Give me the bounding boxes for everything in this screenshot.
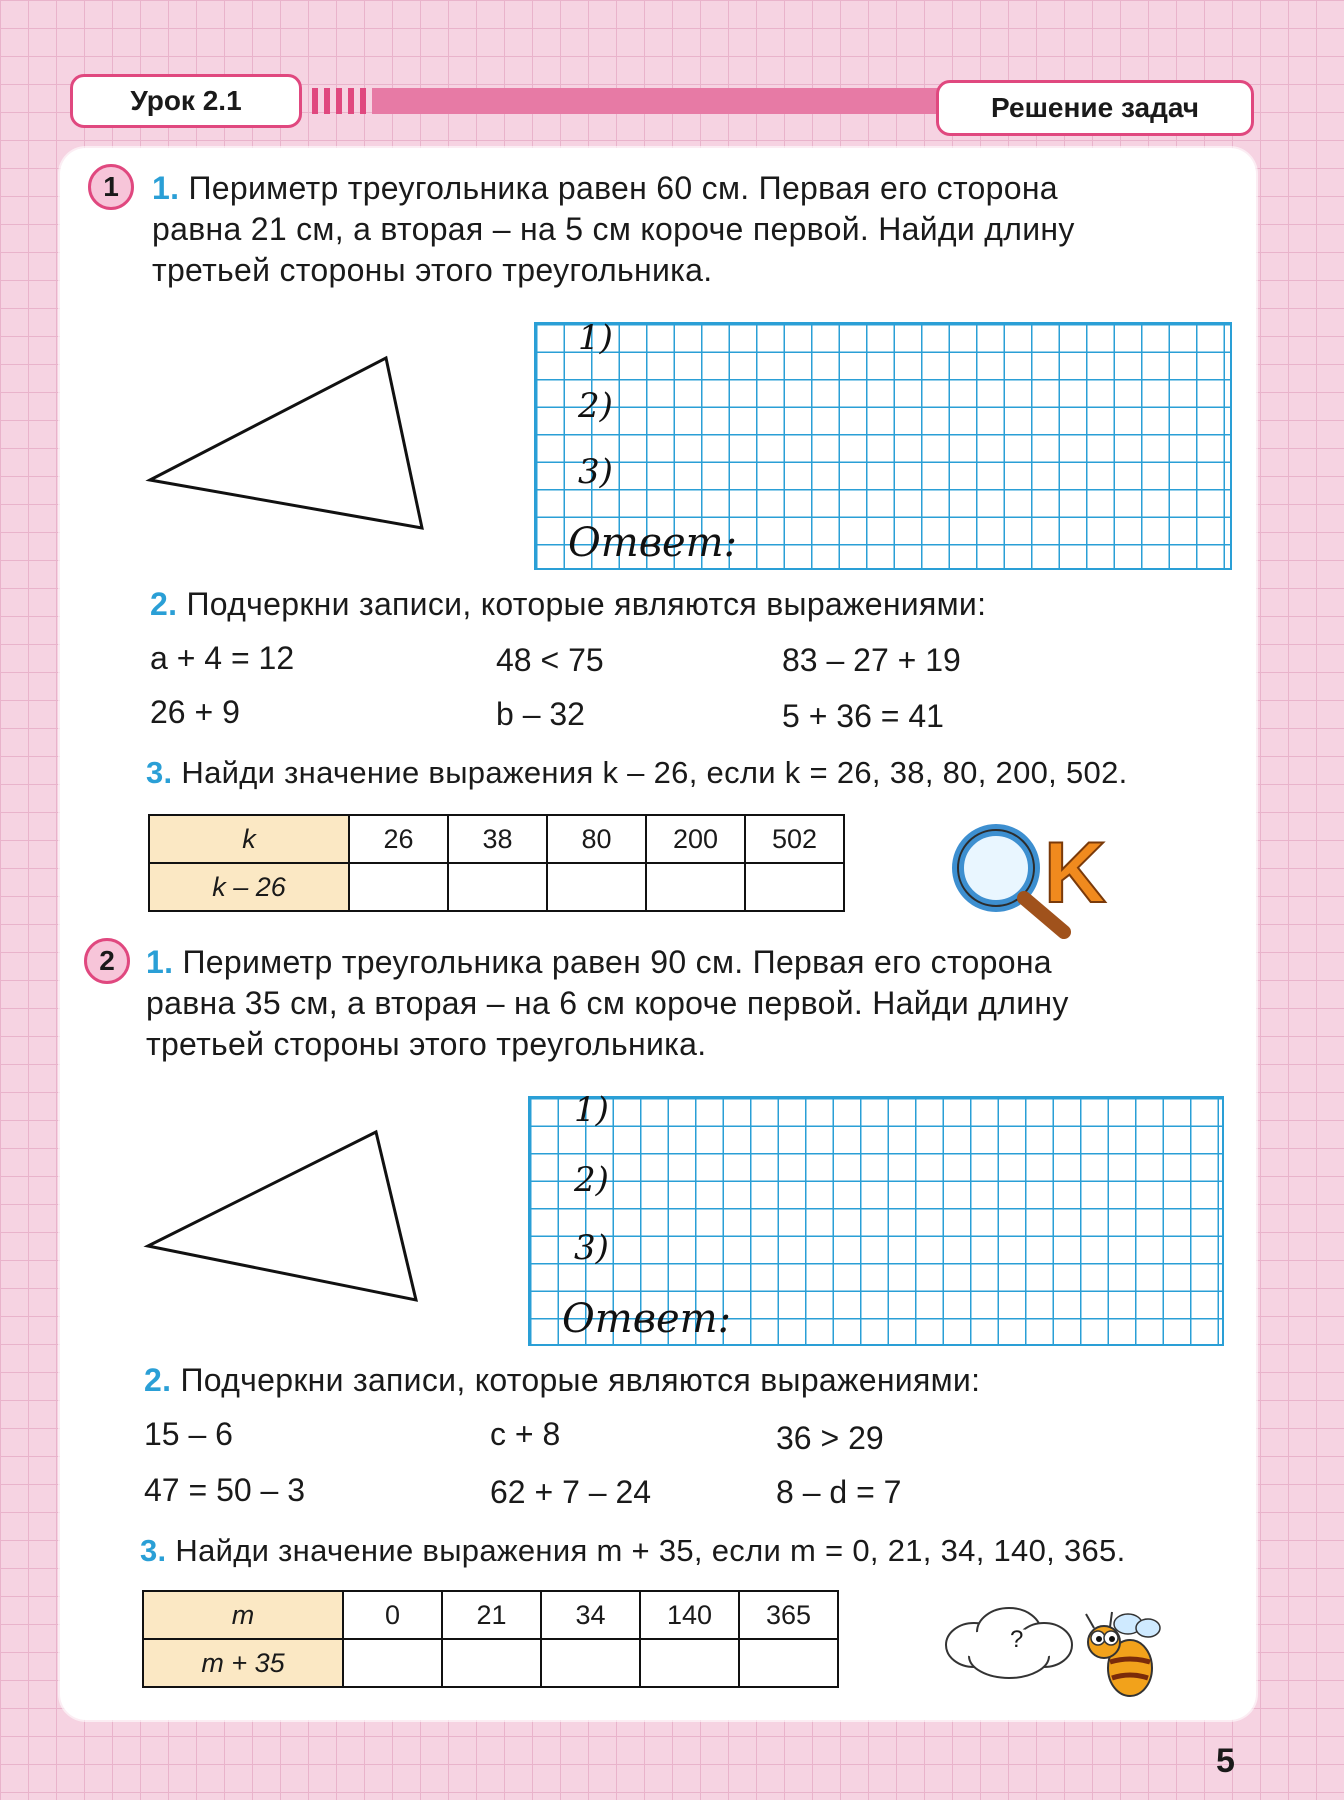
- s1-step3: 3): [578, 452, 613, 492]
- s1-step1: 1): [578, 318, 613, 358]
- s1-expr-4[interactable]: 26 + 9: [150, 694, 240, 730]
- page-number: 5: [1216, 1742, 1235, 1780]
- thought-cloud: [934, 1600, 1084, 1690]
- ok-badge: [946, 820, 1136, 940]
- s1-expr-1[interactable]: a + 4 = 12: [150, 640, 295, 676]
- s2-expr-5[interactable]: 62 + 7 – 24: [490, 1474, 652, 1510]
- s1-answer-cell[interactable]: [349, 863, 448, 911]
- s2-table-cell: 0: [343, 1591, 442, 1639]
- s2-table-cell: 140: [640, 1591, 739, 1639]
- s2-task1-line1: Периметр треугольника равен 90 см. Первая его сторона: [182, 944, 1052, 980]
- s2-answer-cell[interactable]: [442, 1639, 541, 1687]
- s1-table-head-k: k: [149, 815, 349, 863]
- section2-badge: 2: [84, 938, 130, 984]
- s1-expr-3[interactable]: 83 – 27 + 19: [782, 642, 961, 678]
- s2-task1-text: [146, 942, 1232, 1065]
- s1-step2: 2): [578, 386, 613, 426]
- s2-step2: 2): [574, 1160, 609, 1200]
- s2-table-cell: 365: [739, 1591, 838, 1639]
- s1-task1-text: [152, 168, 1232, 291]
- s2-step1: 1): [574, 1090, 609, 1130]
- s1-task3-number: 3.: [146, 755, 173, 790]
- topic-label: [936, 80, 1254, 136]
- s2-task3-text: 3. Найди значение выражения m + 35, если m = 0, 21, 34, 140, 365.: [140, 1533, 1126, 1568]
- s2-task3-number: 3.: [140, 1533, 167, 1568]
- s1-answer-label: Ответ:: [568, 520, 738, 566]
- s1-task1-line1: Периметр треугольника равен 60 см. Первая его сторона: [188, 170, 1058, 206]
- s2-expr-4[interactable]: 47 = 50 – 3: [144, 1472, 306, 1508]
- s2-table-head-expr: m + 35: [143, 1639, 343, 1687]
- s1-triangle: [140, 350, 440, 540]
- s1-answer-cell[interactable]: [646, 863, 745, 911]
- bee-icon: [1068, 1606, 1168, 1706]
- s2-answer-label: Ответ:: [562, 1296, 732, 1342]
- s1-table-head-expr: k – 26: [149, 863, 349, 911]
- s2-expr-2[interactable]: c + 8: [490, 1416, 561, 1452]
- topic-text: Решение задач: [991, 92, 1199, 123]
- s1-task1-line3: третьей стороны этого треугольника.: [152, 252, 713, 288]
- lesson-label: [70, 74, 302, 128]
- s1-expr-5[interactable]: b – 32: [496, 696, 585, 732]
- s1-task3-text: 3. Найди значение выражения k – 26, если k = 26, 38, 80, 200, 502.: [146, 755, 1128, 790]
- s1-task1-line2: равна 21 см, а вторая – на 5 см короче первой. Найди длину: [152, 211, 1075, 247]
- s2-task2-number: 2.: [144, 1362, 172, 1398]
- s2-answer-cell[interactable]: [640, 1639, 739, 1687]
- s2-task1-line3: третьей стороны этого треугольника.: [146, 1026, 707, 1062]
- s1-answer-cell[interactable]: [448, 863, 547, 911]
- s1-table-cell: 502: [745, 815, 844, 863]
- s2-value-table: [142, 1590, 839, 1688]
- s1-value-table: [148, 814, 845, 912]
- s2-step3: 3): [574, 1228, 609, 1268]
- s1-expr-6[interactable]: 5 + 36 = 41: [782, 698, 944, 734]
- s2-task1-number: 1.: [146, 944, 174, 980]
- s2-task2-text: 2. Подчеркни записи, которые являются выражениями:: [144, 1362, 981, 1398]
- s2-answer-cell[interactable]: [541, 1639, 640, 1687]
- s2-answer-cell[interactable]: [343, 1639, 442, 1687]
- s2-table-head-m: m: [143, 1591, 343, 1639]
- s1-table-cell: 200: [646, 815, 745, 863]
- header-stripe: [310, 88, 942, 114]
- s1-table-cell: 38: [448, 815, 547, 863]
- s1-task2-number: 2.: [150, 586, 178, 622]
- cloud-question-mark: ?: [1010, 1626, 1024, 1653]
- s2-expr-1[interactable]: 15 – 6: [144, 1416, 233, 1452]
- s2-triangle: [136, 1124, 436, 1314]
- s2-table-cell: 34: [541, 1591, 640, 1639]
- s2-expr-6[interactable]: 8 – d = 7: [776, 1474, 902, 1510]
- s1-answer-cell[interactable]: [547, 863, 646, 911]
- s1-table-cell: 80: [547, 815, 646, 863]
- s1-answer-cell[interactable]: [745, 863, 844, 911]
- s1-task1-number: 1.: [152, 170, 180, 206]
- s1-table-cell: 26: [349, 815, 448, 863]
- s2-answer-cell[interactable]: [739, 1639, 838, 1687]
- section1-badge: 1: [88, 164, 134, 210]
- s2-task1-line2: равна 35 см, а вторая – на 6 см короче первой. Найди длину: [146, 985, 1069, 1021]
- s1-expr-2[interactable]: 48 < 75: [496, 642, 604, 678]
- s2-expr-3[interactable]: 36 > 29: [776, 1420, 884, 1456]
- ok-letter: K: [1044, 825, 1107, 921]
- s2-table-cell: 21: [442, 1591, 541, 1639]
- s1-task2-text: 2. Подчеркни записи, которые являются выражениями:: [150, 586, 987, 622]
- lesson-text: Урок 2.1: [130, 85, 242, 116]
